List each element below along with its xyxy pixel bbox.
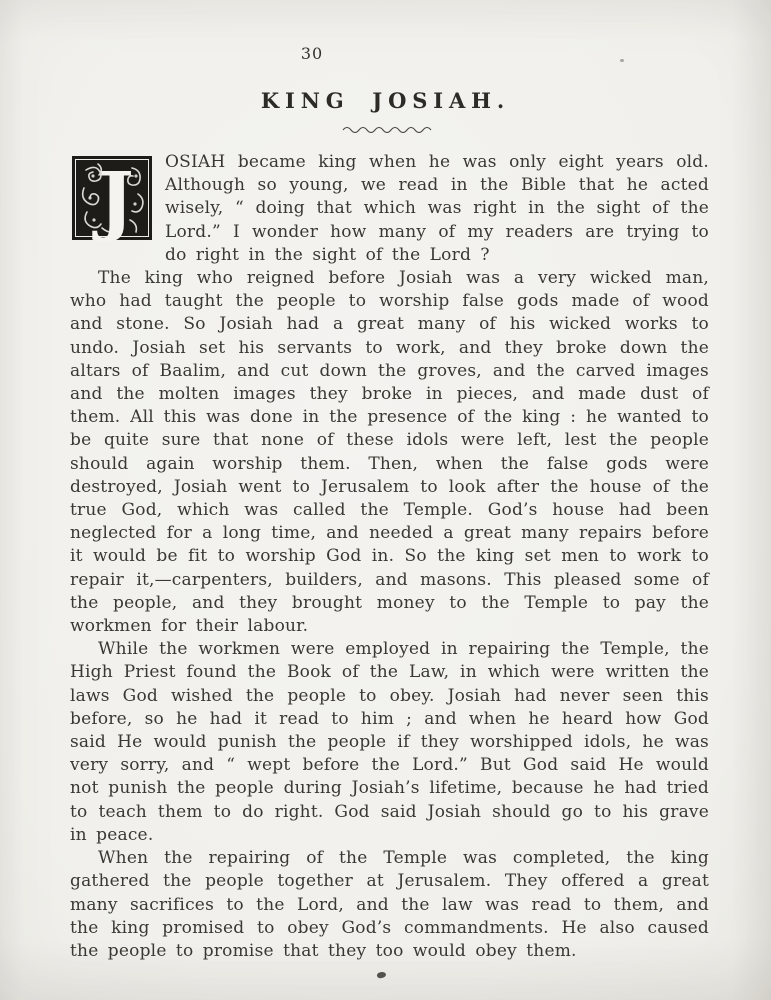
paragraph-4: When the repairing of the Temple was completed, the king gathered the people together at Jerusalem. They offered a great many sacrifices to the Lord, and the law was read to them, and the king promised to obey God’s commandments. He also caused the people to promise that they too would obey them. bbox=[70, 848, 709, 961]
paragraph-1-text: OSIAH became king when he was only eight years old. Although so young, we read in the Bible that he acted wisely, “ doing that which was right in the sight of the Lord.” I wonder how many of my readers are trying to do right in the sight of the Lord ? bbox=[165, 152, 709, 265]
paragraph-2: The king who reigned before Josiah was a very wicked man, who had taught the people to worship false gods made of wood and stone. So Josiah had a great many of his wicked works to undo. Josiah set his servants to work, and they broke down the altars of Baalim, and cut down the groves, and the carved images and the molten images they broke in pieces, and made dust of them. All this was done in the presence of the king : he wanted to be quite sure that none of these idols were left, lest the people should again worship them. Then, when the false gods were destroyed, Josiah went to Jerusalem to look after the house of the true God, which was called the Temple. God’s house had been neglected for a long time, and needed a great many repairs before it would be fit to worship God in. So the king set men to work to repair it,—carpenters, builders, and masons. This pleased some of the people, and they brought money to the Temple to pay the workmen for their labour. bbox=[70, 268, 709, 637]
ink-speck bbox=[376, 971, 386, 979]
wavy-rule-icon bbox=[341, 124, 437, 134]
page-number: 30 bbox=[300, 44, 324, 63]
paragraph-3: While the workmen were employed in repairing the Temple, the High Priest found the Book of the Law, in which were written the laws God wished the people to obey. Josiah had never seen this before, so he had it read to him ; and when he heard how God said He would punish the people if they worshipped idols, he was very sorry, and “ wept before the Lord.” But God said He would not punish the people during Josiah’s lifetime, because he had tried to teach them to do right. God said Josiah should go to his grave in peace. bbox=[70, 639, 709, 845]
dropcap-ornament bbox=[72, 154, 152, 244]
body-text bbox=[70, 151, 709, 963]
paper-speck bbox=[620, 59, 624, 62]
page-title: KING JOSIAH. bbox=[260, 88, 511, 113]
dropcap-letter: J bbox=[97, 155, 135, 244]
paragraph-1 bbox=[70, 151, 709, 267]
dropcap-initial-icon bbox=[72, 154, 152, 244]
